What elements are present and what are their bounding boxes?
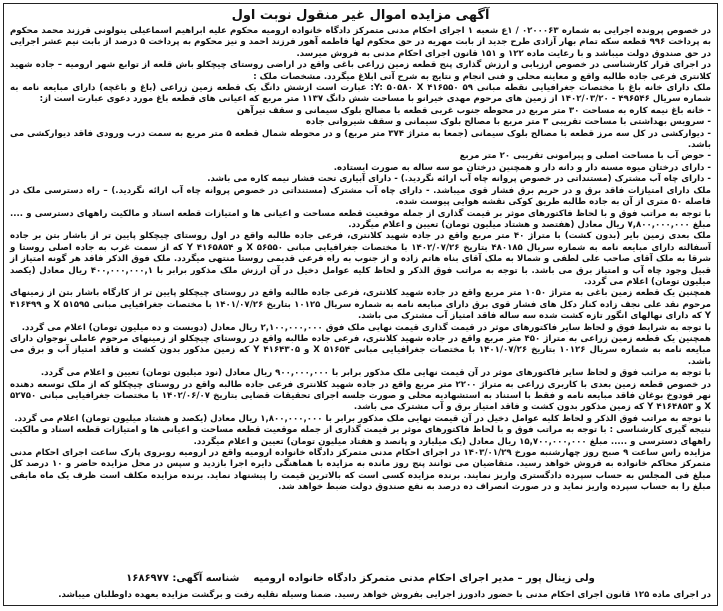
paragraph-property-4: همچنین یک قطعه زمین زراعی به متراژ ۴۵۰ متر مربع واقع در جاده شهید کلانتری، فرعی جاده طالبه واقع در روستای چیچکلو از زمینهای مرحوم عاملی نوجوان دارای مبایعه نامه به شماره سریال ۱۰۱۲۶ بتاریخ ۱۴۰۱/۰۷/۲۶ با مختصات جغرافیایی مبانی ۵۱۶۵۴ X و ۴۱۶۴۳۰۵ Y که زمین مذکور بدون کشت و فاقد امتیاز آب و برق می باشد. bbox=[10, 333, 711, 367]
list-item-wall: - دیوارکشی در کل سه مرز قطعه با مصالح بلوک سیمانی (جمعا به متراژ ۳۷۴ متر مربع) و در محوطه شمال قطعه ۵ متر مربع به سمت درب ورودی فاقد دیوارکشی می باشد. bbox=[10, 128, 711, 151]
signature-block bbox=[4, 573, 717, 585]
signature-line: ولی زینال پور – مدیر اجرای احکام مدنی متمرکز دادگاه خانواده ارومیه bbox=[253, 573, 595, 584]
paragraph-property-3: همچنین یک قطعه زمین باغی به متراژ ۱۰۵۰ متر مربع واقع در جاده شهید کلانتری، فرعی جاده طالبه واقع در روستای چیچکلو پایین تر از کارگاه باشار بتن از زمینهای مرحوم نقد علی نجف زاده کنار دکل های فشار قوی برق دارای مبایعه نامه به شماره سریال ۱۰۱۲۵ بتاریخ ۱۴۰۱/۰۷/۲۶ با مختصات جغرافیایی مبانی ۵۱۵۹۵ X و ۴۱۶۴۹۹ Y که دارای نهالهای انگور تازه کشت شده سه ساله فاقد امتیاز آب مشترک می باشد. bbox=[10, 288, 712, 322]
notice-title: آگهی مزایده اموال غیر منقول نوبت اول bbox=[231, 8, 490, 23]
notice-id: شناسه آگهی: ۱۶۸۶۹۷۷ bbox=[126, 573, 240, 584]
paragraph-price-1: با توجه به مراتب فوق و با لحاظ فاکتورهای موثر بر قیمت گذاری از جمله موقعیت قطعه مساحت و اعیانی ها و امتیازات قطعه اسناد و مالکیت راههای دسترسی و .... مبلغ ۷,۸۰۰,۰۰۰,۰۰۰ ریال معادل (هفتصد و هشتاد میلیون تومان) تعیین و اعلام میگردد. bbox=[10, 208, 711, 230]
paragraph-property-2: ملک بعدی زمین بایر (بدون کشت) با متراژ ۴۰ متر مربع واقع در جاده شهید کلانتری، فرعی جاده طالبه واقع در اول روستای چیچکلو پایین تر از باشار بتن بر جاده آسفالته دارای مبایعه نامه به شماره سریال ۴۸۰۱۸۵ بتاریخ ۱۴۰۲/۰۷/۲۶ با مختصات جغرافیایی مبانی ۵۶۵۵۰ X و ۴۱۶۵۸۵۴ Y که از سمت غرب به جاده اصلی روستا و شرقا به ملک آقای صاحب علی لطفی و شمالا به ملک آقای بناه هاتم زاده و از جنوب به راه فرعی قدیمی روستا منتهی میگردد. ملک فوق الذکر فاقد هر گونه امتیاز از قبیل وجود چاه آب و امتیاز برق می باشد. با توجه به مراتب فوق الذکر و لحاظ کلیه عوامل دخیل در آن ارزش ملک مذکور برابر با ۴۰۰,۰۰۰,۰۰۰,۱ ریال معادل (یکصد میلیون تومان) اعلام می گردد. bbox=[10, 231, 711, 287]
paragraph-price-4: با توجه به مراتب فوق و لحاظ سایر فاکتورهای موثر در آن قیمت نهایی ملک مذکور برابر با ۹۰۰,۰۰۰,۰۰۰ ریال معادل (نود میلیون تومان) تعیین و اعلام می گردد. bbox=[40, 368, 711, 379]
list-item-well: - دارای چاه آب مشترک (مستنداتی در خصوص پروانه چاه آب ارائه نگردید.) - دارای آبیاری تحت فشار نیمه کاره می باشد. bbox=[207, 174, 711, 185]
list-item-trees: - دارای درختان میوه مسنه دار و دانه دار و همچنین درختان مو سه ساله به صورت ایستاده. bbox=[333, 162, 711, 173]
paragraph-property-1: ملک دارای خانه باغ با مختصات جغرافیایی نقطه مبانی ۵۹ ۴۱۶۵۵۰ Y: ۵۰۵۸۰ X: عبارت است ازشش دانگ یک قطعه زمین زراعی (باغ و باغچه) دارای مبایعه نامه به شماره سریال ۴۹۶۵۴۶ - ۱۴۰۲/۰۳/۲۰ از زمین های مرحوم مهدی خیرانو با مساحت شش دانگ ۱۱۳۷ متر مربع که اعیانی های قطعه باغ مورد دعوی عبارت است از: bbox=[10, 83, 711, 105]
list-item-pool: - حوض آب با مساحت اصلی و پیرامونی تقریبی ۲۰ متر مربع bbox=[459, 151, 711, 162]
paragraph-auction-terms: مزایده راس ساعت ۹ صبح روز چهارشنبه مورخ ۱۴۰۳/۰۱/۲۹ در اجرای احکام مدنی متمرکز دادگاه خانواده ارومیه واقع در ارومیه روبروی پارک ساعت اجرای احکام مدنی متمرکز محاکم خانواده به فروش خواهد رسید. متقاضیان می توانند پنج روز مانده به مزایده با هماهنگی دایره اجرا بازدید و سپس در محل مزایده حاضر و ۱۰ درصد کل مبلغ فی المجلس به حساب سپرده دادگستری واریز نمایند. برنده مزایده کسی است که بالاترین قیمت را پیشنهاد نماید. برنده مزایده مکلف است ظرف یک ماه مابقی مبلغ را به حساب سپرده واریز نماید و در صورت انصراف ده درصد به نفع صندوق دولت ضبط خواهد شد. bbox=[10, 448, 712, 493]
paragraph-facilities: ملک دارای امتیازات فاقد برق و در حریم برق فشار قوی میباشد. - دارای چاه آب مشترک (مستنداتی در خصوص پروانه چاه آب ارائه نگردید.) – راه دسترسی ملک در فاصله ۵۰ متری از آن به جاده طالبه طریق کوکی نقشه هوایی پیوست شده. bbox=[10, 185, 711, 208]
notice-footer: در اجرای ماده ۱۲۵ قانون اجرای احکام مدنی با حضور دادورز اجرایی بفروش خواهد رسید. ضمنا وسیله نقلیه رفت و برگشت مزایده بعهده داوطلبان میباشد. bbox=[58, 590, 711, 600]
paragraph-price-5: با توجه به مراتب فوق الذکر و لحاظ کلیه عوامل دخیل در آن قیمت نهایی ملک مذکور برابر با ۱,۸۰۰,۰۰۰,۰۰۰ ریال معادل (یکصد و هشتاد میلیون تومان) اعلام می گردد. bbox=[14, 413, 711, 424]
paragraph-case-intro: در خصوص پرونده اجرایی به شماره ۰۲۰۰۰۶۳ / ۱ع شعبه ۱ اجرای احکام مدنی متمرکز دادگاه خانواده ارومیه محکوم علیه ابراهیم اسماعیلی ینولونی فرزند محمد محکوم به پرداخت ۹۹۶ قطعه سکه تمام بهار آزادی طرح جدید از بابت مهریه در حق محکوم لها فاطمه آهور فرزند احمد و نیز محکوم به پرداخت ۵ درصد از بابت نیم عشر اجرایی در حق صندوق دولت میباشد و با رعایت ماده ۱۲۲ و ۱۵۱ قانون اجرای احکام مدنی به فروش میرسد. bbox=[10, 26, 711, 59]
paragraph-price-3: با توجه به شرایط فوق و لحاظ سایر فاکتورهای موثر در قیمت گذاری قیمت نهایی ملک فوق ۲,۱۰۰,۰۰۰,۰۰۰ ریال معادل (دویست و ده میلیون تومان) اعلام می گردد. bbox=[21, 322, 711, 333]
paragraph-appraisal-intro: در اجرای قرار کارشناسی در خصوص ارزیابی و ارزش گذاری پنج قطعه زمین زراعی باغی واقع در اراضی روستای چیچکلو باش قلعه از توابع شهر ارومیه – جاده شهید کلانتری فرعی جاده طالبه واقع و معاینه محلی و فنی انجام و نتایج به شرح آتی ابلاغ میگردد. مشخصات ملک : bbox=[10, 60, 711, 82]
notice-body bbox=[4, 26, 717, 494]
list-item-toilet: - سرویس بهداشتی با مساحت تقریبی ۳ متر مربع با مصالح بلوک سیمانی و سقف شیروانی جاده bbox=[305, 117, 711, 128]
auction-notice bbox=[3, 3, 718, 606]
paragraph-property-5: در خصوص قطعه زمین بعدی با کاربری زراعی به متراژ ۲۲۰۰ متر مربع واقع در جاده شهید کلانتری فرعی جاده طالبه واقع در روستای چیچکلو که از ملک توسعه دهنده نهر قودوخ بوغان فاقد مبایعه نامه و فقط با استناد به استشهادیه محلی و صورت جلسه اجرای تحقیقات قضایی بتاریخ ۱۴۰۲/۰۶/۰۷ با مختصات جغرافیایی مبانی ۵۲۷۵۰ X و ۴۱۶۴۸۵۳ Y که زمین مذکور بدون کشت و فاقد امتیاز برق و آب مشترک می باشد. bbox=[10, 379, 711, 413]
paragraph-conclusion: نتیجه گیری کارشناسی : با توجه به مراتب فوق و با لحاظ فاکتورهای موثر بر قیمت گذاری از جمله موقعیت قطعه مساحت و اعیانی ها و امتیازات قطعه اسناد و مالکیت راههای دسترسی و ..... مبلغ ۱۵,۷۰۰,۰۰۰,۰۰۰ ریال معادل (یک میلیارد و پانصد و هفتاد میلیون تومان) تعیین و اعلام میگردد. bbox=[10, 425, 711, 447]
list-item-garden-house: - خانه باغ نیمه کاره به مساحت ۳۰ متر مربع در محوطه جنوب غربی قطعه با مصالح بلوک سیمانی و سقف تیرآهن bbox=[236, 105, 711, 116]
